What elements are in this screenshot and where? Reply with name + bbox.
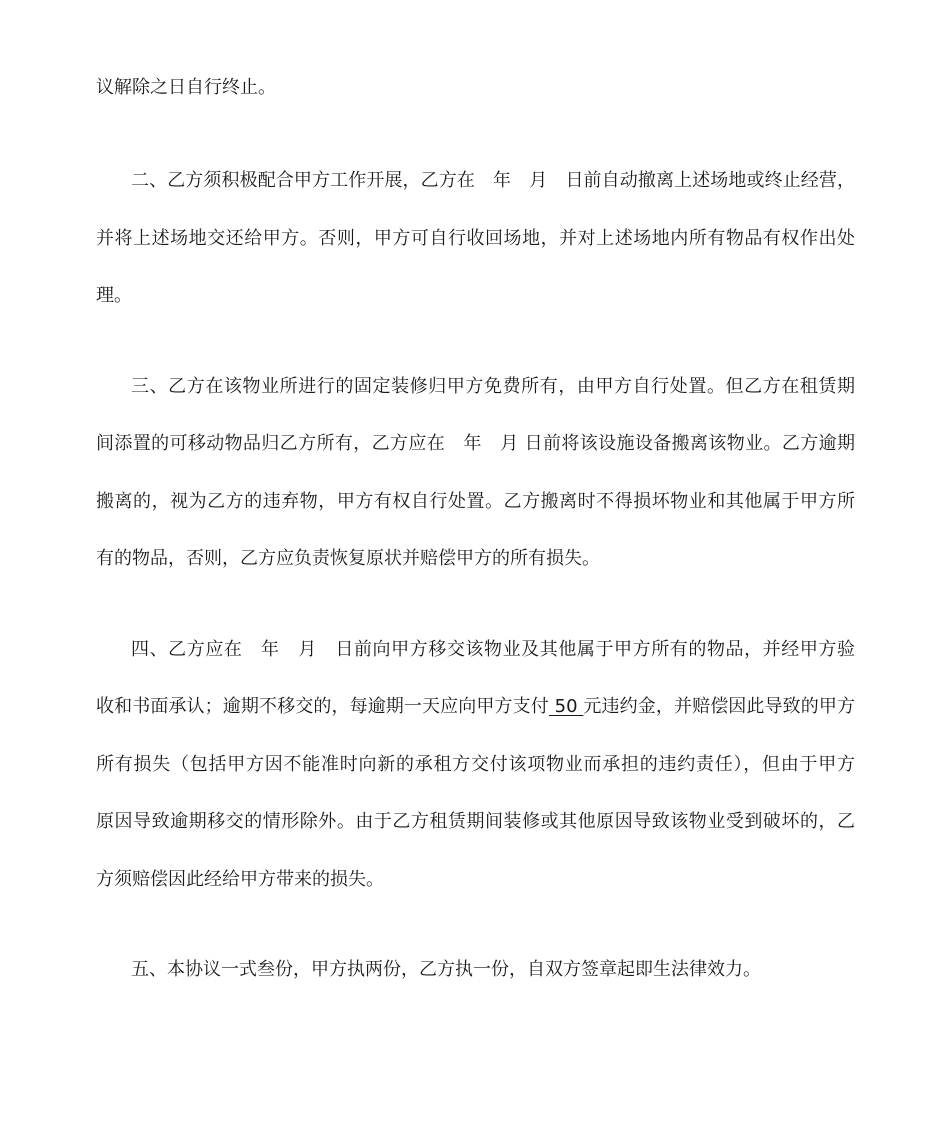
text-line: 搬离的，视为乙方的违弃物，甲方有权自行处置。乙方搬离时不得损坏物业和其他属于甲方所 xyxy=(96,490,855,512)
text-line: 所有损失（包括甲方因不能准时向新的承租方交付该项物业而承担的违约责任），但由于甲方 xyxy=(96,753,855,775)
text-line: 议解除之日自行终止。 xyxy=(96,77,276,98)
paragraph-clause-two xyxy=(96,152,855,325)
underlined-penalty-amount: 50 xyxy=(548,696,584,717)
text-line: 间添置的可移动物品归乙方所有，乙方应在 年 月 日前将该设施设备搬离该物业。乙方逾期 xyxy=(96,433,855,454)
text-line: 理。 xyxy=(96,285,132,306)
text-segment: 元违约金，并赔偿因此导致的甲方 xyxy=(583,696,855,717)
paragraph-clause-four xyxy=(96,621,855,909)
text-line: 三、乙方在该物业所进行的固定装修归甲方免费所有，由甲方自行处置。但乙方在租赁期 xyxy=(131,375,855,397)
text-line: 五、本协议一式叁份，甲方执两份，乙方执一份，自双方签章起即生法律效力。 xyxy=(131,959,761,980)
paragraph-termination-continued xyxy=(96,59,855,117)
text-segment: 收和书面承认；逾期不移交的，每逾期一天应向甲方支付 xyxy=(96,696,549,717)
text-line: 二、乙方须积极配合甲方工作开展，乙方在 年 月 日前自动撤离上述场地或终止经营， xyxy=(131,170,855,191)
text-line: 四、乙方应在 年 月 日前向甲方移交该物业及其他属于甲方所有的物品，并经甲方验 xyxy=(131,638,855,660)
text-line-with-amount xyxy=(96,678,855,736)
text-line: 有的物品，否则，乙方应负责恢复原状并赔偿甲方的所有损失。 xyxy=(96,548,600,569)
text-line: 并将上述场地交还给甲方。否则，甲方可自行收回场地，并对上述场地内所有物品有权作出处 xyxy=(96,227,855,249)
text-line: 方须赔偿因此经给甲方带来的损失。 xyxy=(96,868,384,890)
document-body xyxy=(96,59,855,999)
text-line: 原因导致逾期移交的情形除外。由于乙方租赁期间装修或其他原因导致该物业受到破坏的，乙 xyxy=(96,811,855,832)
paragraph-clause-three xyxy=(96,358,855,588)
paragraph-clause-five xyxy=(96,941,855,999)
